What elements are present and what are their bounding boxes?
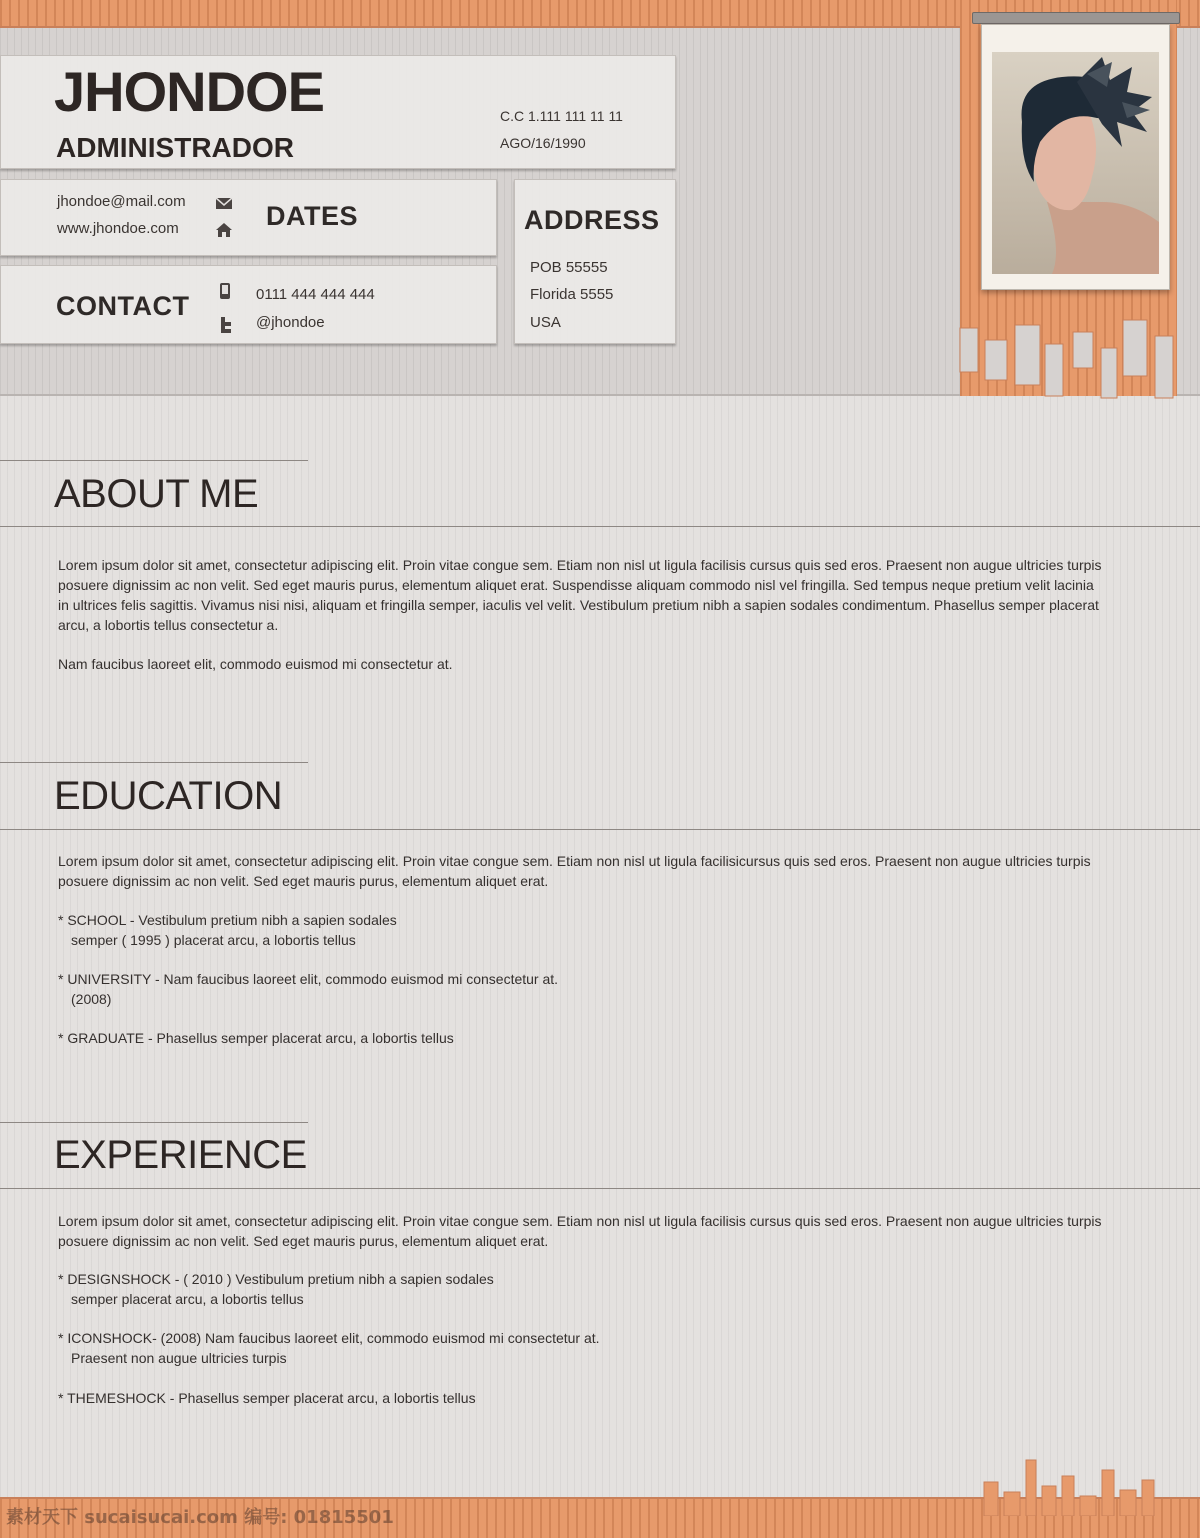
experience-intro bbox=[58, 1211, 1158, 1251]
address-line-2: Florida 5555 bbox=[530, 286, 614, 303]
about-paragraph-2: Nam faucibus laoreet elit, commodo euismod mi consectetur at. bbox=[58, 656, 453, 672]
education-item-graduate bbox=[58, 1028, 454, 1048]
experience-item-line: * DESIGNSHOCK - ( 2010 ) Vestibulum pretium nibh a sapien sodales bbox=[58, 1271, 494, 1287]
phone-text[interactable]: 0111 444 444 444 bbox=[256, 286, 375, 303]
about-rule-bottom bbox=[0, 526, 1200, 527]
watermark-text: 素材天下 sucaisucai.com 编号: 01815501 bbox=[6, 1507, 394, 1528]
education-intro-line: posuere dignissim ac non velit. Sed eget mauris purus, elementum aliquet erat. bbox=[58, 873, 549, 889]
education-rule-bottom bbox=[0, 829, 1200, 830]
experience-item-themeshock bbox=[58, 1388, 476, 1408]
address-line-3: USA bbox=[530, 314, 561, 331]
twitter-icon bbox=[216, 316, 234, 334]
education-item-school bbox=[58, 910, 397, 950]
about-line: Lorem ipsum dolor sit amet, consectetur adipiscing elit. Proin vitae congue sem. Etiam non nisl ut ligula facilisis cursus quis sed eros. Praesent non augue ultricies turpis bbox=[58, 557, 1102, 573]
education-item-line: semper ( 1995 ) placerat arcu, a lobortis tellus bbox=[71, 932, 356, 948]
photo-hanger-rod bbox=[972, 12, 1180, 24]
home-icon bbox=[215, 221, 233, 239]
experience-rule-bottom bbox=[0, 1188, 1200, 1189]
experience-intro-line: Lorem ipsum dolor sit amet, consectetur adipiscing elit. Proin vitae congue sem. Etiam non nisl ut ligula facilisis cursus quis sed eros. Praesent non augue ultricies turpis bbox=[58, 1213, 1102, 1229]
skyline-decoration-bottom bbox=[980, 1456, 1170, 1516]
experience-item-line: Praesent non augue ultricies turpis bbox=[71, 1350, 287, 1366]
about-title: ABOUT ME bbox=[54, 472, 259, 516]
education-intro bbox=[58, 851, 1158, 891]
contact-title: CONTACT bbox=[56, 291, 190, 321]
education-rule-top bbox=[0, 762, 308, 763]
education-title: EDUCATION bbox=[54, 774, 283, 818]
education-intro-line: Lorem ipsum dolor sit amet, consectetur adipiscing elit. Proin vitae congue sem. Etiam non nisl ut ligula facilisicursus quis sed eros. Praesent non augue ultricies turpis bbox=[58, 853, 1091, 869]
person-name: JHONDOE bbox=[54, 60, 324, 123]
address-title: ADDRESS bbox=[524, 205, 660, 235]
skyline-decoration-top bbox=[955, 300, 1185, 400]
person-role: ADMINISTRADOR bbox=[56, 132, 294, 163]
education-item-line: * SCHOOL - Vestibulum pretium nibh a sapien sodales bbox=[58, 912, 397, 928]
address-line-1: POB 55555 bbox=[530, 259, 608, 276]
experience-item-iconshock bbox=[58, 1328, 600, 1368]
website-text[interactable]: www.jhondoe.com bbox=[57, 220, 179, 237]
education-item-line: * GRADUATE - Phasellus semper placerat arcu, a lobortis tellus bbox=[58, 1030, 454, 1046]
mobile-phone-icon bbox=[216, 282, 234, 300]
envelope-icon bbox=[215, 194, 233, 212]
birth-date: AGO/16/1990 bbox=[500, 135, 586, 151]
experience-title: EXPERIENCE bbox=[54, 1133, 307, 1177]
about-paragraph-1 bbox=[58, 555, 1158, 635]
dates-title: DATES bbox=[266, 201, 359, 231]
experience-item-designshock bbox=[58, 1269, 494, 1309]
about-line: in ultrices felis sagittis. Vivamus nisi nisi, aliquam et fringilla semper, iaculis vel velit. Vestibulum pretium nibh a sapien sodales condimentum. Phasellus semper placerat bbox=[58, 597, 1099, 613]
education-item-line: (2008) bbox=[71, 991, 112, 1007]
experience-item-line: semper placerat arcu, a lobortis tellus bbox=[71, 1291, 304, 1307]
id-number: C.C 1.111 111 11 11 bbox=[500, 108, 623, 124]
experience-rule-top bbox=[0, 1122, 308, 1123]
education-item-university bbox=[58, 969, 558, 1009]
twitter-handle[interactable]: @jhondoe bbox=[256, 314, 325, 331]
experience-intro-line: posuere dignissim ac non velit. Sed eget mauris purus, elementum aliquet erat. bbox=[58, 1233, 549, 1249]
experience-item-line: * ICONSHOCK- (2008) Nam faucibus laoreet elit, commodo euismod mi consectetur at. bbox=[58, 1330, 600, 1346]
dates-panel bbox=[0, 179, 497, 256]
profile-photo bbox=[992, 52, 1159, 274]
email-text[interactable]: jhondoe@mail.com bbox=[57, 193, 186, 210]
about-line: arcu, a lobortis tellus consectetur a. bbox=[58, 617, 279, 633]
about-rule-top bbox=[0, 460, 308, 461]
education-item-line: * UNIVERSITY - Nam faucibus laoreet elit, commodo euismod mi consectetur at. bbox=[58, 971, 559, 987]
experience-item-line: * THEMESHOCK - Phasellus semper placerat arcu, a lobortis tellus bbox=[58, 1390, 476, 1406]
about-line: posuere dignissim ac non velit. Sed eget mauris purus, elementum aliquet erat. Suspendisse aliquam commodo nisl vel fringilla. Sed tempus neque pretium velit lacinia bbox=[58, 577, 1094, 593]
